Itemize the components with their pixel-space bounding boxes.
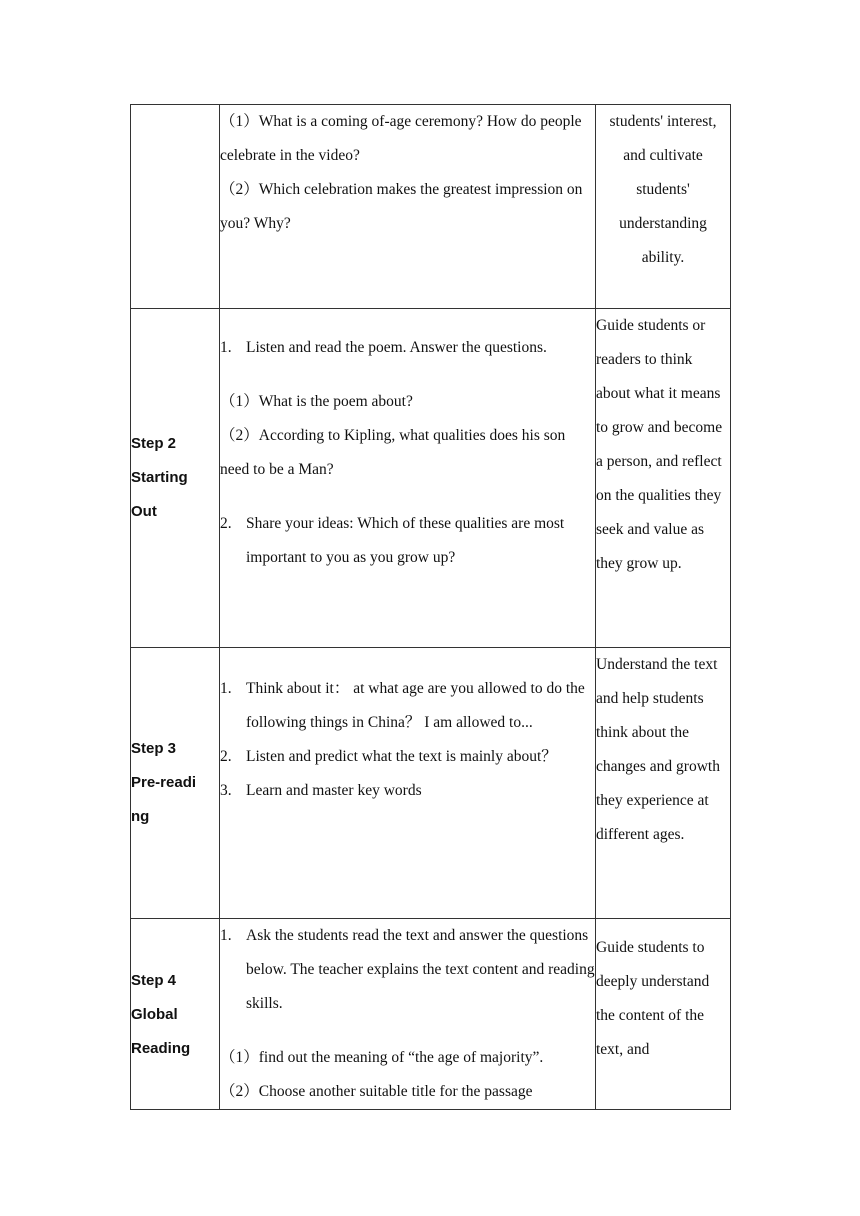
purpose-text: Guide students to deeply understand the content of the text, and [596, 939, 710, 1058]
numbered-item [220, 774, 595, 808]
item-number: 2. [220, 515, 232, 532]
numbered-item [220, 331, 595, 365]
table-row [131, 919, 731, 1110]
step-label-line: Step 3 [131, 740, 177, 757]
item-number: 3. [220, 782, 232, 799]
sub-question: （2）Choose another suitable title for the passage [220, 1083, 533, 1100]
purpose-cell [596, 919, 731, 1110]
step-cell [131, 105, 220, 309]
item-number: 1. [220, 339, 232, 356]
item-number: 2. [220, 748, 232, 765]
step-cell [131, 309, 220, 648]
purpose-text: Guide students or readers to think about what it means to grow and become a person, and reflect on the qualities they seek and value as they grow up. [596, 317, 723, 572]
table-row [131, 309, 731, 648]
numbered-item [220, 740, 595, 774]
step-cell [131, 648, 220, 919]
item-text: Learn and master key words [246, 782, 422, 799]
numbered-item [220, 919, 595, 1021]
step-label-line: Step 2 [131, 435, 177, 452]
purpose-cell [596, 309, 731, 648]
item-number: 1. [220, 927, 232, 944]
item-text: Ask the students read the text and answer the questions below. The teacher explains the text content and reading skills. [246, 927, 595, 1012]
numbered-item [220, 672, 595, 740]
step-cell [131, 919, 220, 1110]
purpose-cell [596, 648, 731, 919]
sub-question: （1）What is the poem about? [220, 393, 413, 410]
sub-question: （2）Which celebration makes the greatest impression on you? Why? [220, 181, 583, 232]
step-label-line: ng [131, 808, 150, 825]
table-row [131, 648, 731, 919]
item-text: Listen and predict what the text is mainly about？ [246, 748, 557, 765]
purpose-text: students' interest, and cultivate students' understanding ability. [609, 113, 717, 266]
step-label-line: Step 4 [131, 972, 177, 989]
purpose-text: Understand the text and help students think about the changes and growth they experience at different ages. [596, 656, 720, 843]
step-label-line: Starting [131, 469, 188, 486]
content-cell [220, 648, 596, 919]
item-text: Share your ideas: Which of these qualities are most important to you as you grow up? [246, 515, 565, 566]
item-text: Think about it： at what age are you allowed to do the following things in China？ I am allowed to... [246, 680, 585, 731]
numbered-item [220, 507, 595, 575]
content-cell [220, 919, 596, 1110]
step-label-line: Pre-readi [131, 774, 197, 791]
item-text: Listen and read the poem. Answer the questions. [246, 339, 547, 356]
sub-question: （1）find out the meaning of “the age of majority”. [220, 1049, 544, 1066]
purpose-cell [596, 105, 731, 309]
step-label-line: Global [131, 1006, 178, 1023]
content-cell [220, 105, 596, 309]
content-cell [220, 309, 596, 648]
step-label-line: Out [131, 503, 157, 520]
sub-question: （2）According to Kipling, what qualities does his son need to be a Man? [220, 427, 566, 478]
step-label-line: Reading [131, 1040, 191, 1057]
sub-question: （1）What is a coming of-age ceremony? How do people celebrate in the video? [220, 113, 582, 164]
item-number: 1. [220, 680, 232, 697]
lesson-plan-table [130, 104, 731, 1110]
table-row [131, 105, 731, 309]
